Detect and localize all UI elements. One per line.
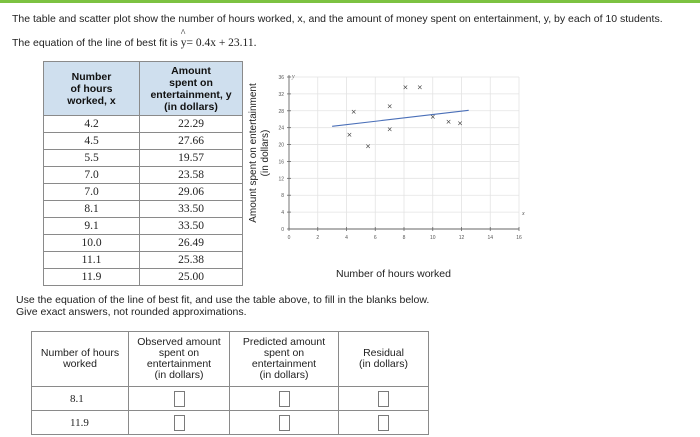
header-line: (in dollars) xyxy=(358,358,408,370)
answer-hours-cell: 11.9 xyxy=(32,411,129,435)
header-line: (in dollars) xyxy=(164,100,218,113)
scatter-plot xyxy=(244,62,534,262)
y-tick-label: 8 xyxy=(281,193,284,200)
table-row xyxy=(44,167,243,184)
header-line: (in dollars) xyxy=(154,369,204,381)
y-tick-label: 0 xyxy=(281,227,284,233)
table-row xyxy=(44,252,243,269)
header-line: Amount xyxy=(171,64,211,77)
data-point: × xyxy=(402,83,409,92)
observed-cell xyxy=(129,411,230,435)
table-row xyxy=(44,269,243,286)
equation-rhs: = 0.4x + 23.11. xyxy=(186,37,257,49)
header-text: worked, x xyxy=(67,94,116,107)
amount-cell: 25.38 xyxy=(140,252,243,269)
instruction-line: Use the equation of the line of best fit, and use the table above, to fill in the blanks below. xyxy=(16,294,430,306)
header-line: entertainment, y xyxy=(150,88,232,101)
table-row xyxy=(44,150,243,167)
y-tick-label: 28 xyxy=(278,108,284,115)
table-row xyxy=(44,116,243,133)
x-tick-label: 2 xyxy=(316,235,320,241)
amount-cell: 23.58 xyxy=(140,167,243,184)
answer-row xyxy=(32,411,429,435)
equation-line xyxy=(12,37,257,49)
residual-cell xyxy=(339,411,429,435)
x-tick-label: 10 xyxy=(429,235,436,241)
equation-prefix: The equation of the line of best fit is xyxy=(12,37,178,49)
header-line: Number of hours xyxy=(40,347,120,359)
data-point: × xyxy=(386,102,393,111)
header-line: of hours xyxy=(70,82,113,95)
y-tick-label: 12 xyxy=(278,176,284,183)
x-tick-label: 12 xyxy=(458,235,465,241)
hours-cell: 9.1 xyxy=(44,218,140,235)
hours-cell: 11.9 xyxy=(44,269,140,286)
y-tick-label: 32 xyxy=(278,91,284,98)
hours-cell: 4.5 xyxy=(44,133,140,150)
predicted-cell xyxy=(230,387,339,411)
amount-cell: 22.29 xyxy=(140,116,243,133)
x-tick-label: 4 xyxy=(345,235,348,241)
x-tick-label: 16 xyxy=(516,235,522,241)
residual-cell xyxy=(339,387,429,411)
data-point: × xyxy=(457,119,463,128)
amount-cell: 19.57 xyxy=(140,150,243,167)
hours-cell: 8.1 xyxy=(44,201,140,218)
header-line: spent on xyxy=(158,347,200,359)
table-row xyxy=(44,184,243,201)
amount-cell: 25.00 xyxy=(140,269,243,286)
table-row xyxy=(44,235,243,252)
amount-cell: 33.50 xyxy=(140,218,243,235)
data-col-hours-header xyxy=(44,62,140,116)
answer-hours-cell: 8.1 xyxy=(32,387,129,411)
observed-cell xyxy=(129,387,230,411)
data-point: × xyxy=(386,125,393,134)
hours-cell: 5.5 xyxy=(44,150,140,167)
residual-input-8-1[interactable] xyxy=(378,391,389,407)
predicted-input-11-9[interactable] xyxy=(279,415,290,431)
header-line: Observed amount xyxy=(137,336,221,348)
hours-cell: 7.0 xyxy=(44,167,140,184)
x-axis-symbol: x xyxy=(522,211,525,217)
y-tick-label: 36 xyxy=(278,75,284,81)
instruction-line: Give exact answers, not rounded approximations. xyxy=(16,306,247,318)
data-col-amount-header xyxy=(140,62,243,116)
residual-input-11-9[interactable] xyxy=(378,415,389,431)
top-accent-bar xyxy=(0,0,700,3)
answer-col-hours-header xyxy=(32,332,129,387)
answer-col-residual-header xyxy=(339,332,429,387)
predicted-cell xyxy=(230,411,339,435)
x-axis-caption: Number of hours worked xyxy=(336,268,451,280)
data-point: × xyxy=(445,117,452,126)
data-table xyxy=(43,61,243,286)
predicted-input-8-1[interactable] xyxy=(279,391,290,407)
answer-col-observed-header xyxy=(129,332,230,387)
data-point: × xyxy=(416,83,423,92)
data-point: × xyxy=(429,113,436,122)
header-line: entertainment xyxy=(146,358,212,370)
hours-cell: 7.0 xyxy=(44,184,140,201)
answer-row xyxy=(32,387,429,411)
observed-input-8-1[interactable] xyxy=(174,391,185,407)
y-hat: ^ y xyxy=(181,37,187,49)
answer-table xyxy=(31,331,429,435)
data-point: × xyxy=(365,142,371,151)
amount-cell: 29.06 xyxy=(140,184,243,201)
amount-cell: 33.50 xyxy=(140,201,243,218)
y-axis-symbol: y xyxy=(292,74,295,80)
instructions xyxy=(16,294,429,318)
header-line: Predicted amount xyxy=(242,336,326,348)
data-point: × xyxy=(346,130,353,139)
header-line: spent on xyxy=(169,76,213,89)
data-point: × xyxy=(350,108,357,117)
y-axis-label: Amount spent on entertainment xyxy=(248,83,259,223)
header-line xyxy=(46,95,137,107)
header-line: spent on xyxy=(263,347,305,359)
amount-cell: 26.49 xyxy=(140,235,243,252)
observed-input-11-9[interactable] xyxy=(174,415,185,431)
table-row xyxy=(44,133,243,150)
hours-cell: 11.1 xyxy=(44,252,140,269)
header-line: entertainment xyxy=(251,358,317,370)
header-line: Residual xyxy=(363,347,404,359)
y-tick-label: 20 xyxy=(278,142,284,149)
problem-intro: The table and scatter plot show the number of hours worked, x, and the amount of money spent on entertainment, y, by each of 10 students. xyxy=(12,13,663,25)
x-tick-label: 8 xyxy=(402,235,406,241)
table-row xyxy=(44,201,243,218)
amount-cell: 27.66 xyxy=(140,133,243,150)
answer-col-predicted-header xyxy=(230,332,339,387)
equation-math xyxy=(181,37,257,49)
header-line: worked xyxy=(63,358,97,370)
y-axis-label: (in dollars) xyxy=(260,129,271,177)
x-tick-label: 6 xyxy=(373,235,377,241)
x-tick-label: 14 xyxy=(487,235,494,241)
y-tick-label: 4 xyxy=(281,210,284,217)
hours-cell: 4.2 xyxy=(44,116,140,133)
header-line: (in dollars) xyxy=(259,369,309,381)
table-row xyxy=(44,218,243,235)
y-tick-label: 16 xyxy=(278,159,284,166)
hours-cell: 10.0 xyxy=(44,235,140,252)
y-tick-label: 24 xyxy=(278,125,284,132)
x-tick-label: 0 xyxy=(287,235,291,241)
header-line: Number xyxy=(71,70,112,83)
